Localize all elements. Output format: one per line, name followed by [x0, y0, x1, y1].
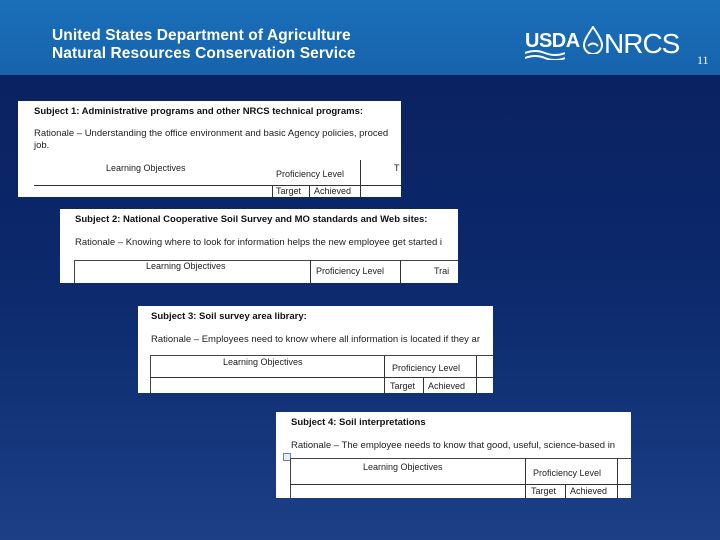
learning-objectives-header: Learning Objectives	[363, 462, 443, 472]
table-divider	[360, 160, 361, 197]
target-header: Target	[390, 381, 416, 391]
subject-4-card	[276, 412, 631, 498]
org-name-line1: United States Department of Agriculture	[52, 27, 351, 44]
learning-objectives-header: Learning Objectives	[223, 357, 303, 367]
nrcs-drop-logo-icon	[582, 26, 604, 54]
subject-3-card	[138, 306, 493, 393]
subject-title: Subject 2: National Cooperative Soil Survey and MO standards and Web sites:	[75, 214, 428, 225]
table-divider	[525, 458, 526, 498]
achieved-header: Achieved	[314, 186, 352, 196]
learning-objectives-header: Learning Objectives	[146, 261, 226, 271]
subject-2-card	[60, 209, 458, 283]
table-divider	[272, 185, 273, 197]
subject-title: Subject 3: Soil survey area library:	[151, 311, 307, 322]
table-divider	[565, 484, 566, 498]
rationale-text: Rationale – Employees need to know where all information is located if they ar	[151, 334, 480, 345]
table-divider	[309, 185, 310, 197]
table-divider	[384, 355, 385, 393]
agency-header	[0, 0, 720, 75]
table-divider	[617, 458, 618, 498]
usda-logo-text: USDA	[525, 30, 580, 52]
table-rule	[150, 377, 493, 378]
achieved-header: Achieved	[570, 486, 608, 496]
target-header: Target	[531, 486, 557, 496]
subject-1-card	[18, 101, 401, 197]
nrcs-logo-text: NRCS	[604, 28, 680, 59]
table-divider	[476, 355, 477, 393]
achieved-header: Achieved	[428, 381, 466, 391]
proficiency-level-header: Proficiency Level	[276, 169, 345, 179]
usda-logo-icon	[525, 50, 565, 60]
rationale-text-continued: job.	[34, 140, 50, 151]
slide-number: 11	[697, 53, 709, 67]
subject-title: Subject 4: Soil interpretations	[291, 417, 426, 428]
org-name-line2: Natural Resources Conservation Service	[52, 45, 356, 62]
training-column-header: Trai	[434, 266, 450, 276]
rationale-text: Rationale – Knowing where to look for information helps the new employee get started i	[75, 237, 443, 248]
target-header: Target	[276, 186, 302, 196]
table-divider	[423, 377, 424, 393]
rationale-text: Rationale – Understanding the office environment and basic Agency policies, proced	[34, 128, 389, 139]
learning-objectives-header: Learning Objectives	[106, 163, 186, 173]
table-divider	[310, 260, 311, 283]
table-divider	[400, 260, 401, 283]
subject-title: Subject 1: Administrative programs and other NRCS technical programs:	[34, 106, 364, 117]
proficiency-level-header: Proficiency Level	[392, 363, 461, 373]
proficiency-level-header: Proficiency Level	[316, 266, 385, 276]
table-rule	[290, 484, 631, 485]
training-column-header: T	[394, 163, 400, 173]
rationale-text: Rationale – The employee needs to know that good, useful, science-based in	[291, 440, 616, 451]
proficiency-level-header: Proficiency Level	[533, 468, 602, 478]
